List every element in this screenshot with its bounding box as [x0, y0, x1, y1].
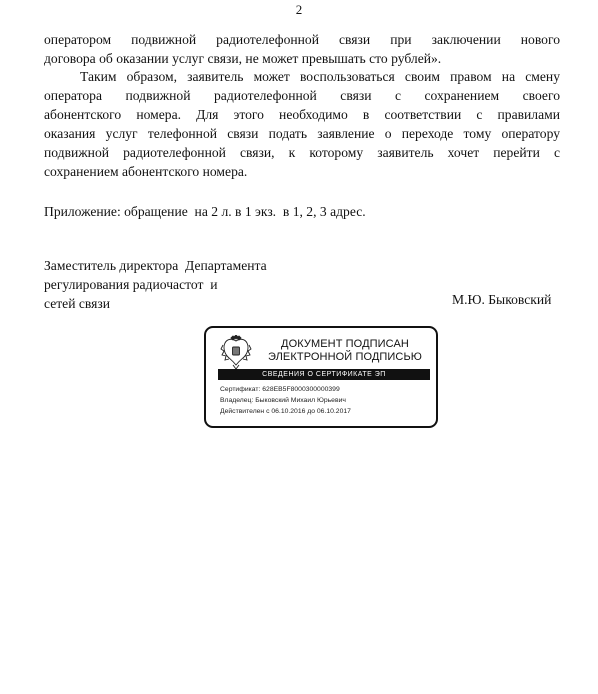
- signer-name: М.Ю. Быковский: [452, 292, 552, 307]
- text-line: абонентского номера. Для этого необходимо в соответствии с правилами: [44, 107, 560, 122]
- page-number: 2: [295, 2, 303, 17]
- stamp-title: [260, 338, 430, 364]
- text-line: договора об оказании услуг связи, не может превышать сто рублей».: [44, 51, 442, 66]
- text-line: Таким образом, заявитель может воспользоваться своим правом на смену: [80, 69, 560, 84]
- text-line: оператором подвижной радиотелефонной связи при заключении нового: [44, 32, 560, 47]
- text-line: подвижной радиотелефонной связи, к которому заявитель хочет перейти с: [44, 145, 560, 160]
- russian-coat-of-arms-icon: [220, 335, 252, 371]
- signer-title-line: Заместитель директора Департамента: [44, 258, 267, 273]
- signer-title: [44, 256, 267, 313]
- certificate-owner: Владелец: Быковский Михаил Юрьевич: [220, 397, 346, 404]
- signer-title-line: регулирования радиочастот и: [44, 277, 218, 292]
- signer-title-line: сетей связи: [44, 296, 111, 311]
- certificate-info-bar: СВЕДЕНИЯ О СЕРТИФИКАТЕ ЭП: [218, 369, 430, 380]
- attachment-note: Приложение: обращение на 2 л. в 1 экз. в 1, 2, 3 адрес.: [44, 204, 366, 219]
- stamp-title-line: ЭЛЕКТРОННОЙ ПОДПИСЬЮ: [267, 351, 423, 363]
- paragraph-conclusion: [44, 67, 560, 181]
- certificate-details: [220, 384, 351, 417]
- electronic-signature-stamp: [204, 326, 438, 428]
- certificate-validity: Действителен с 06.10.2016 до 06.10.2017: [220, 408, 351, 415]
- paragraph-quote-end: [44, 30, 560, 68]
- text-line: оператора подвижной радиотелефонной связи с сохранением своего: [44, 88, 560, 103]
- certificate-number: Сертификат: 628EB5F8000300000399: [220, 386, 340, 393]
- text-line: оказания услуг телефонной связи подать заявление о переходе тому оператору: [44, 126, 560, 141]
- text-line: сохранением абонентского номера.: [44, 164, 248, 179]
- stamp-title-line: ДОКУМЕНТ ПОДПИСАН: [281, 338, 409, 350]
